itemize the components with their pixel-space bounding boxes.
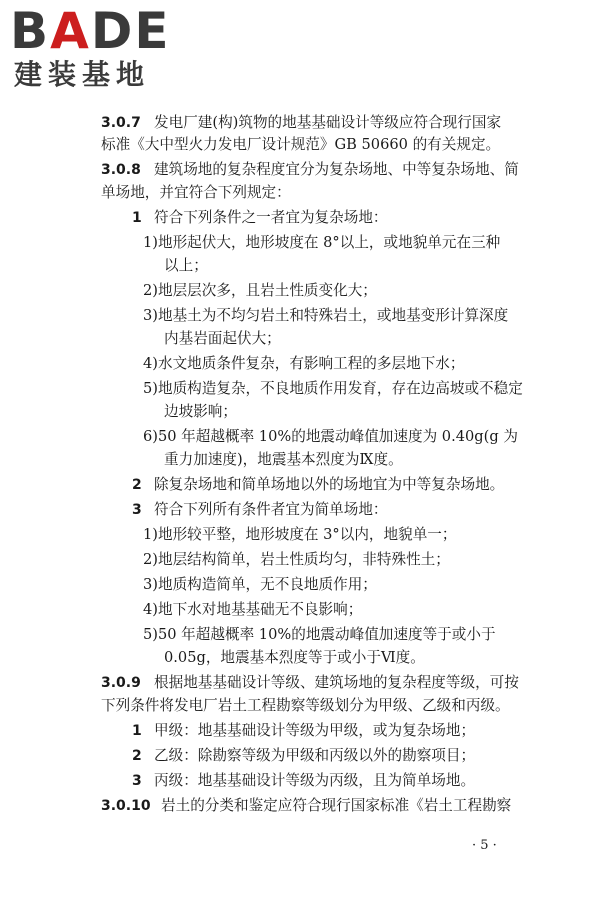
text-line: 边坡影响； [164,403,237,420]
text-line: 乙级：除勘察等级为甲级和丙级以外的勘察项目； [154,747,476,764]
text-line: 1)地形起伏大，地形坡度在 8°以上，或地貌单元在三种 [143,234,501,251]
clause-number: 3.0.9 [101,675,141,691]
text-line: 4)地下水对地基基础无不良影响； [143,601,363,618]
text-line: 符合下列所有条件者宜为简单场地： [154,501,388,518]
text-line: 建筑场地的复杂程度宜分为复杂场地、中等复杂场地、简 [154,161,519,178]
text-line: 单场地，并宜符合下列规定： [101,184,291,201]
clause-number: 2 [132,748,142,764]
text-line: 根据地基基础设计等级、建筑场地的复杂程度等级，可按 [154,674,519,691]
text-line: 3)地质构造简单，无不良地质作用； [143,576,377,593]
text-line: 发电厂建(构)筑物的地基基础设计等级应符合现行国家 [154,114,502,131]
text-line: 2)地层层次多，且岩土性质变化大； [143,282,377,299]
text-line: 标准《大中型火力发电厂设计规范》GB 50660 的有关规定。 [101,136,501,153]
text-line: 5)50 年超越概率 10%的地震动峰值加速度等于或小于 [143,626,496,643]
text-line: 除复杂场地和简单场地以外的场地宜为中等复杂场地。 [154,476,505,493]
clause-number: 3.0.8 [101,162,141,178]
clause-number: 3.0.10 [101,798,151,814]
text-line: 下列条件将发电厂岩土工程勘察等级划分为甲级、乙级和丙级。 [101,697,510,714]
logo-wordmark: BADE [10,2,171,60]
text-line: 0.05g，地震基本烈度等于或小于Ⅵ度。 [164,649,425,666]
clause-number: 3 [132,773,142,789]
text-line: 以上； [164,257,208,274]
text-line: 丙级：地基基础设计等级为丙级，且为简单场地。 [154,772,476,789]
clause-number: 2 [132,477,142,493]
bade-logo [10,2,180,92]
clause-number: 3.0.7 [101,115,141,131]
text-line: 1)地形较平整，地形坡度在 3°以内，地貌单一； [143,526,457,543]
text-line: 3)地基土为不均匀岩土和特殊岩土，或地基变形计算深度 [143,307,509,324]
logo-subtitle: 建装基地 [14,58,151,91]
text-line: 岩土的分类和鉴定应符合现行国家标准《岩土工程勘察 [161,797,512,814]
text-line: 4)水文地质条件复杂，有影响工程的多层地下水； [143,355,465,372]
text-line: 内基岩面起伏大； [164,330,281,347]
page-number: · 5 · [472,838,497,853]
text-line: 重力加速度)，地震基本烈度为Ⅸ度。 [164,451,403,468]
clause-number: 1 [132,210,142,226]
text-line: 5)地质构造复杂，不良地质作用发育，存在边高坡或不稳定 [143,380,523,397]
clause-number: 3 [132,502,142,518]
text-line: 2)地层结构简单，岩土性质均匀，非特殊性土； [143,551,450,568]
text-line: 符合下列条件之一者宜为复杂场地： [154,209,388,226]
text-line: 甲级：地基基础设计等级为甲级，或为复杂场地； [154,722,476,739]
clause-number: 1 [132,723,142,739]
text-line: 6)50 年超越概率 10%的地震动峰值加速度为 0.40g(g 为 [143,428,518,445]
